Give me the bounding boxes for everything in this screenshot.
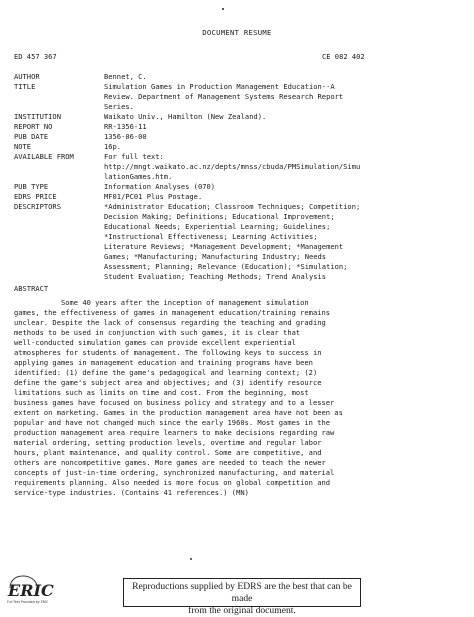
reproduction-notice (123, 578, 361, 616)
field-value (104, 152, 444, 182)
field-value-line: Information Analyses (070) (104, 182, 216, 191)
field-value (104, 112, 444, 122)
abstract-line: well-conducted simulation games can provide excellent experiential (14, 338, 296, 347)
abstract-line: unclear. Despite the lack of consensus regarding the teaching and grading (14, 318, 326, 327)
field-label: REPORT NO (14, 122, 53, 131)
document-title: DOCUMENT RESUME (202, 28, 272, 37)
field-label: INSTITUTION (14, 112, 61, 121)
abstract-line: identified: (1) define the game's pedagogical and learning context; (2) (14, 368, 318, 377)
field-value-line: RR-1356-11 (104, 122, 147, 131)
field-value-line: Bennet, C. (104, 72, 147, 81)
field-row-pub-date (14, 132, 444, 142)
field-value (104, 82, 444, 112)
abstract-line: others are noncompetitive games. More games are needed to teach the newer (14, 458, 326, 467)
svg-text:Full Text Provided by ERIC: Full Text Provided by ERIC (7, 600, 49, 604)
field-row-title (14, 82, 444, 112)
field-value-line: *Administrator Education; Classroom Techniques; Competition; (104, 202, 361, 211)
field-value-line: For full text: (104, 152, 164, 161)
field-row-pub-type (14, 182, 444, 192)
abstract-line: atmospheres for students of management. The following keys to success in (14, 348, 322, 357)
field-row-edrs-price (14, 192, 444, 202)
abstract-line: material ordering, setting production levels, overtime and regular labor (14, 438, 322, 447)
field-label: NOTE (14, 142, 32, 151)
field-label: PUB DATE (14, 132, 49, 141)
field-value-line: 16p. (104, 142, 122, 151)
abstract-line: requirements planning. Also needed is more focus on global competition and (14, 478, 331, 487)
reproduction-notice-line: Reproductions supplied by EDRS are the best that can be made (132, 581, 352, 604)
field-value (104, 192, 444, 202)
field-value-line: Games; *Manufacturing; Manufacturing Industry; Needs (104, 252, 327, 261)
abstract-line: production management area require learners to make decisions regarding raw (14, 428, 335, 437)
abstract-line: hours, plant maintenance, and quality control. Some are competitive, and (14, 448, 322, 457)
abstract-line: extent on marketing. Games in the production management area have not been as (14, 408, 343, 417)
reproduction-notice-line: from the original document. (188, 605, 296, 616)
field-value-line: Review. Department of Management Systems Research Report (104, 92, 344, 101)
field-value-line: MF01/PC01 Plus Postage. (104, 192, 203, 201)
abstract-line: methods to be used in conjunction with such games, it is clear that (14, 328, 301, 337)
abstract-line: limitations such as limits on time and cost. From the beginning, most (14, 388, 309, 397)
field-value (104, 122, 444, 132)
metadata-fields (14, 72, 444, 282)
field-row-note (14, 142, 444, 152)
field-label: TITLE (14, 82, 36, 91)
svg-text:ERIC: ERIC (8, 581, 54, 600)
field-value-line: Decision Making; Definitions; Educational Improvement; (104, 212, 335, 221)
abstract-line: popular and have not changed much since the early 1960s. Most games in the (14, 418, 331, 427)
field-value-line: Assessment; Planning; Relevance (Education); *Simulation; (104, 262, 348, 271)
abstract-line: concepts of just-in-time ordering, synchronized manufacturing, and material (14, 468, 335, 477)
field-value-line: Waikato Univ., Hamilton (New Zealand). (104, 112, 267, 121)
field-label: DESCRIPTORS (14, 202, 61, 211)
field-value (104, 132, 444, 142)
abstract-text (14, 298, 464, 498)
abstract-line: service-type industries. (Contains 41 references.) (MN) (14, 488, 249, 497)
field-value (104, 142, 444, 152)
field-value (104, 202, 444, 282)
field-value-line: Simulation Games in Production Management Education--A (104, 82, 335, 91)
eric-logo (6, 572, 54, 606)
field-value-line: Student Evaluation; Teaching Methods; Trend Analysis (104, 272, 327, 281)
abstract-line: games, the effectiveness of games in management education/training remains (14, 308, 331, 317)
abstract-label: ABSTRACT (14, 284, 49, 293)
field-row-report-no (14, 122, 444, 132)
field-value-line: Series. (104, 102, 134, 111)
abstract-line: Some 40 years after the inception of management simulation (14, 298, 309, 307)
field-row-descriptors (14, 202, 444, 282)
field-value-line: lationGames.htm. (104, 172, 173, 181)
field-value-line: 1356-06-00 (104, 132, 147, 141)
field-value-line: http://mngt.waikato.ac.nz/depts/mnss/cbuda/PMSimulation/Simu (104, 162, 361, 171)
abstract-line: business games have focused on business policy and strategy and to a lesser (14, 398, 335, 407)
field-label: AUTHOR (14, 72, 40, 81)
field-value-line: Literature Reviews; *Management Development; *Management (104, 242, 344, 251)
field-value (104, 72, 444, 82)
field-label: PUB TYPE (14, 182, 49, 191)
scan-speck (222, 8, 224, 10)
field-row-available-from (14, 152, 444, 182)
field-row-institution (14, 112, 444, 122)
ed-number: ED 457 367 (14, 52, 57, 61)
ce-number: CE 082 402 (322, 52, 365, 61)
abstract-line: define the game's subject area and objectives; and (3) identify resource (14, 378, 322, 387)
field-row-author (14, 72, 444, 82)
abstract-line: applying games in management education and training programs have been (14, 358, 313, 367)
field-label: AVAILABLE FROM (14, 152, 74, 161)
field-value-line: *Instructional Effectiveness; Learning Activities; (104, 232, 318, 241)
field-label: EDRS PRICE (14, 192, 57, 201)
field-value-line: Educational Needs; Experiential Learning; Guidelines; (104, 222, 331, 231)
field-value (104, 182, 444, 192)
scan-speck (190, 558, 192, 560)
